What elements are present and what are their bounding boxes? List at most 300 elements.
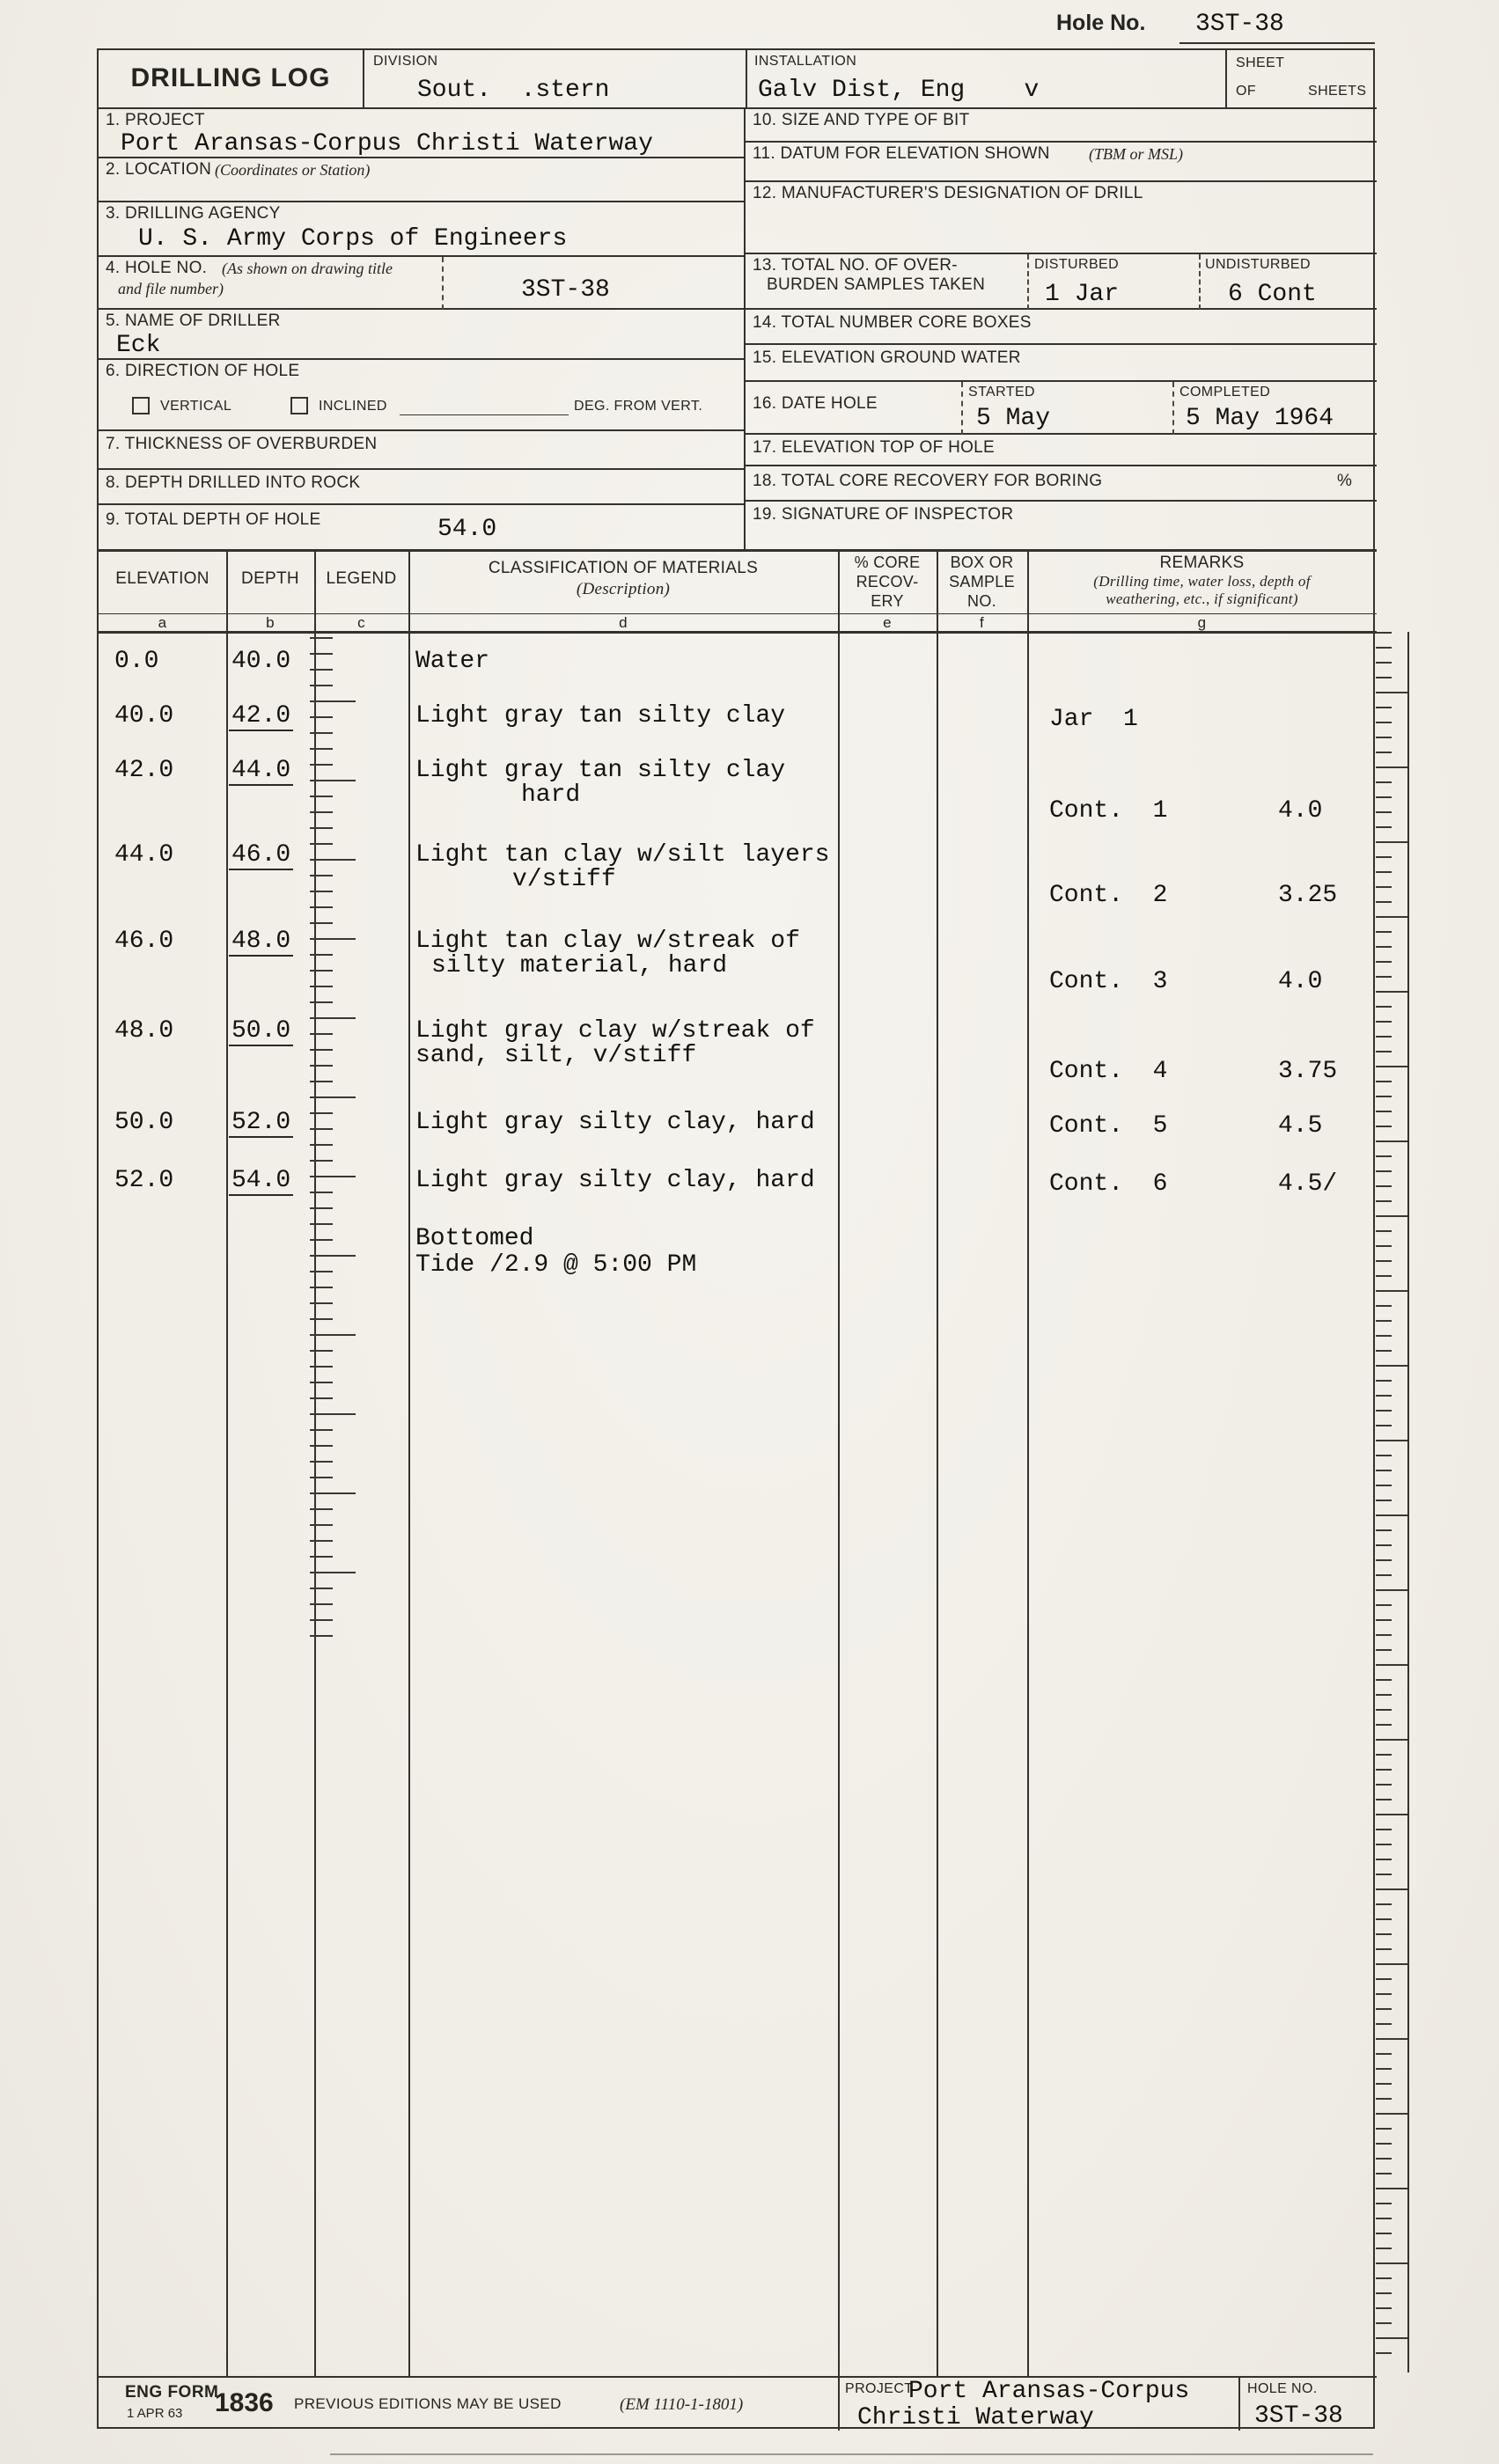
footer-project-label: PROJECT: [845, 2381, 914, 2396]
remark-sample: Cont. 5: [1049, 1112, 1168, 1140]
material-description-line2: v/stiff: [512, 866, 616, 893]
ruler-tick: [310, 1350, 333, 1352]
ruler-tick: [310, 732, 333, 734]
ruler-tick: [1376, 692, 1407, 693]
deg-from-vert-label: DEG. FROM VERT.: [574, 399, 703, 414]
field-top-of-hole-label: 17. ELEVATION TOP OF HOLE: [753, 438, 996, 457]
ruler-tick: [1376, 1799, 1392, 1800]
material-description: Light gray clay w/streak of: [415, 1017, 815, 1045]
ruler-tick: [1376, 931, 1392, 933]
ruler-tick: [1376, 662, 1392, 664]
ruler-tick: [1376, 1769, 1392, 1771]
ruler-tick: [1376, 901, 1392, 903]
ruler-tick: [1376, 976, 1392, 978]
field-date-hole-label: 16. DATE HOLE: [753, 394, 878, 413]
field-date-hole: [746, 382, 1377, 435]
ruler-tick: [310, 1429, 333, 1431]
ruler-tick: [310, 1413, 356, 1415]
footer-hole-label: HOLE NO.: [1247, 2381, 1318, 2396]
ruler-tick: [1376, 1140, 1407, 1142]
field-driller-label: 5. NAME OF DRILLER: [106, 312, 281, 330]
ruler-tick: [310, 796, 333, 797]
field-location-label: 2. LOCATION: [106, 160, 212, 179]
ruler-tick: [1376, 1814, 1407, 1815]
ruler-tick: [1376, 1619, 1392, 1621]
col-elevation-header: ELEVATION: [115, 569, 209, 588]
ruler-tick: [1376, 1305, 1392, 1307]
col-letter-f: f: [979, 614, 985, 631]
sheet-cell: [1225, 50, 1377, 109]
depth-value: 44.0: [229, 757, 293, 786]
remark-value: 4.0: [1278, 797, 1323, 825]
material-description: Light gray tan silty clay: [415, 702, 786, 730]
col-classification-sub: (Description): [576, 580, 671, 598]
ruler-tick: [310, 1287, 333, 1288]
ruler-tick: [1376, 2008, 1392, 2010]
ruler-tick: [1376, 737, 1392, 738]
field-ground-water: [746, 345, 1377, 382]
ruler-tick: [1376, 1634, 1392, 1636]
ruler-tick: [1376, 2113, 1407, 2115]
ruler-tick: [1376, 1350, 1392, 1352]
ruler-tick: [1376, 1948, 1392, 1950]
ruler-tick: [1376, 1829, 1392, 1830]
footer-hole-value: 3ST-38: [1254, 2402, 1343, 2430]
form-number: 1836: [215, 2388, 274, 2417]
ruler-tick: [310, 764, 333, 766]
ruler-tick: [1376, 991, 1407, 993]
ruler-tick: [310, 859, 356, 861]
bottomed-note: Bottomed: [415, 1225, 534, 1252]
completed-value: 5 May 1964: [1186, 405, 1334, 432]
elevation-value: 52.0: [114, 1167, 174, 1194]
col-core-header-2: RECOV-: [856, 573, 919, 590]
field-samples-label1: 13. TOTAL NO. OF OVER-: [753, 256, 958, 275]
field-datum: [746, 143, 1377, 182]
installation-label: INSTALLATION: [754, 54, 857, 69]
log-table-body: [99, 634, 1377, 2376]
remark-value: 4.0: [1278, 968, 1323, 995]
elevation-value: 42.0: [114, 757, 174, 784]
ruler-tick: [1376, 1918, 1392, 1920]
field-driller: [99, 310, 746, 360]
remark-sample: Jar 1: [1049, 706, 1138, 733]
ruler-tick: [1376, 632, 1392, 634]
samples-divider-1: [1027, 254, 1029, 310]
ruler-tick: [310, 1461, 333, 1463]
field-ground-water-label: 15. ELEVATION GROUND WATER: [753, 348, 1021, 367]
ruler-tick: [1376, 2233, 1392, 2234]
ruler-tick: [310, 1445, 333, 1447]
footer-project-cell: [838, 2376, 1238, 2431]
ruler-tick: [1376, 2307, 1392, 2309]
ruler-tick: [1376, 2173, 1392, 2174]
ruler-tick: [310, 1477, 333, 1478]
ruler-tick: [1376, 1455, 1392, 1456]
ruler-tick: [1376, 886, 1392, 888]
ruler-tick: [1376, 2158, 1392, 2160]
ruler-tick: [1376, 916, 1407, 918]
ruler-tick: [310, 1382, 333, 1383]
col-core-header-1: % CORE: [854, 554, 921, 571]
footer-form-cell: [99, 2376, 838, 2431]
previous-editions-note: PREVIOUS EDITIONS MAY BE USED: [294, 2395, 562, 2412]
field-manufacturer: [746, 182, 1377, 254]
inclined-label: INCLINED: [319, 399, 387, 414]
installation-value: Galv Dist, Eng v: [758, 77, 1040, 104]
depth-value: 52.0: [229, 1109, 293, 1138]
field-overburden: [99, 431, 746, 470]
ruler-tick: [1376, 2352, 1392, 2354]
form-title-cell: [99, 50, 363, 109]
ruler-tick: [1376, 2248, 1392, 2249]
ruler-tick: [1376, 2053, 1392, 2055]
field-samples-label2: BURDEN SAMPLES TAKEN: [767, 275, 986, 294]
material-description: Light gray silty clay, hard: [415, 1109, 815, 1136]
ruler-tick: [310, 1112, 333, 1114]
ruler-tick: [310, 1081, 333, 1082]
ruler-tick: [310, 653, 333, 655]
ruler-tick: [310, 1144, 333, 1146]
ruler-tick: [310, 1588, 333, 1589]
em-reference: (EM 1110-1-1801): [620, 2395, 744, 2414]
elevation-value: 48.0: [114, 1017, 174, 1045]
sheet-label: SHEET: [1236, 55, 1285, 70]
col-remarks-sub-2: weathering, etc., if significant): [1106, 590, 1298, 607]
ruler-tick: [1376, 1096, 1392, 1097]
material-description: Light tan clay w/silt layers: [415, 841, 830, 869]
ruler-tick: [310, 748, 333, 750]
depth-value: 48.0: [229, 928, 293, 957]
col-box-header-2: SAMPLE: [949, 573, 1015, 590]
col-legend-header: LEGEND: [326, 569, 397, 588]
remark-sample: Cont. 1: [1049, 797, 1168, 825]
ruler-tick: [1376, 2083, 1392, 2085]
ruler-tick: [1376, 1604, 1392, 1606]
field-agency-value: U. S. Army Corps of Engineers: [138, 225, 568, 253]
col-box-header-1: BOX OR: [950, 554, 1014, 571]
ruler-tick: [1376, 2203, 1392, 2204]
field-location: [99, 158, 746, 202]
ruler-tick: [310, 1176, 356, 1177]
ruler-tick: [1376, 1784, 1392, 1786]
legend-ruler: [310, 637, 363, 1661]
ruler-tick: [310, 1508, 333, 1510]
installation-cell: [746, 50, 1225, 109]
ruler-tick: [1376, 1410, 1392, 1412]
ruler-tick: [1376, 1006, 1392, 1008]
ruler-tick: [1376, 1170, 1392, 1172]
ruler-tick: [1376, 826, 1392, 828]
depth-ruler-right: [1376, 632, 1409, 2372]
ruler-tick: [1376, 1978, 1392, 1980]
ruler-tick: [1376, 1395, 1392, 1397]
field-project-label: 1. PROJECT: [106, 111, 205, 129]
ruler-tick: [1376, 2023, 1392, 2025]
ruler-tick: [1376, 2038, 1407, 2040]
table-top-line: [99, 549, 1377, 552]
ruler-tick: [310, 780, 356, 781]
ruler-tick: [310, 716, 333, 718]
ruler-tick: [310, 1255, 356, 1257]
ruler-tick: [1376, 1380, 1392, 1382]
ruler-tick: [1376, 1021, 1392, 1023]
ruler-tick: [310, 1334, 356, 1336]
remark-sample: Cont. 4: [1049, 1058, 1168, 1085]
ruler-tick: [310, 875, 333, 876]
depth-value: 42.0: [229, 702, 293, 731]
depth-value: 46.0: [229, 841, 293, 870]
field-inspector-label: 19. SIGNATURE OF INSPECTOR: [753, 505, 1014, 524]
ruler-tick: [1376, 1126, 1392, 1127]
ruler-tick: [310, 843, 333, 845]
division-cell: [363, 50, 746, 109]
ruler-tick: [1376, 1215, 1407, 1217]
ruler-tick: [1376, 1888, 1407, 1890]
col-letter-e: e: [883, 614, 892, 631]
elevation-value: 0.0: [114, 648, 159, 675]
field-driller-value: Eck: [116, 332, 161, 359]
vertical-label: VERTICAL: [160, 399, 232, 414]
ruler-tick: [310, 1603, 333, 1605]
ruler-tick: [1376, 2262, 1407, 2264]
material-description-line2: silty material, hard: [431, 952, 728, 979]
ruler-tick: [1376, 1903, 1392, 1905]
ruler-tick: [310, 1397, 333, 1399]
ruler-tick: [1376, 1036, 1392, 1038]
ruler-tick: [1376, 722, 1392, 723]
ruler-tick: [1376, 1320, 1392, 1322]
ruler-tick: [1376, 1111, 1392, 1112]
remark-value: 4.5: [1278, 1112, 1323, 1140]
ruler-tick: [1376, 1155, 1392, 1157]
ruler-tick: [310, 1524, 333, 1526]
field-hole-no-sub1: (As shown on drawing title: [222, 260, 393, 277]
division-label: DIVISION: [373, 54, 438, 69]
field-total-depth: [99, 505, 746, 549]
remark-sample: Cont. 6: [1049, 1170, 1168, 1198]
completed-label: COMPLETED: [1179, 385, 1271, 400]
inclined-blank-line: [400, 414, 569, 415]
material-description: Light gray tan silty clay: [415, 757, 786, 784]
division-value: Sout. .stern: [417, 77, 610, 104]
ruler-tick: [1376, 871, 1392, 873]
ruler-tick: [1376, 1485, 1392, 1486]
hole-no-label: Hole No.: [1056, 11, 1146, 35]
remark-value: 3.25: [1278, 882, 1338, 909]
inclined-checkbox: [290, 397, 308, 414]
col-letter-b: b: [266, 614, 275, 631]
ruler-tick: [1376, 1649, 1392, 1651]
ruler-tick: [1376, 1529, 1392, 1531]
col-letter-a: a: [158, 614, 167, 631]
field-overburden-label: 7. THICKNESS OF OVERBURDEN: [106, 435, 378, 453]
field-hole-no-value: 3ST-38: [521, 276, 610, 304]
ruler-tick: [310, 700, 356, 702]
ruler-tick: [1376, 1260, 1392, 1262]
ruler-tick: [1376, 796, 1392, 798]
remark-value: 3.75: [1278, 1058, 1338, 1085]
depth-value: 50.0: [229, 1017, 293, 1046]
field-direction: [99, 360, 746, 431]
ruler-tick: [1376, 856, 1392, 858]
ruler-tick: [310, 1572, 356, 1573]
ruler-tick: [1376, 841, 1407, 843]
ruler-tick: [1376, 1933, 1392, 1935]
ruler-tick: [1376, 1440, 1407, 1441]
ruler-tick: [1376, 766, 1407, 768]
depth-value: 54.0: [229, 1167, 293, 1196]
hole-no-header: [1056, 7, 1373, 46]
ruler-tick: [1376, 1664, 1407, 1666]
ruler-tick: [310, 685, 333, 686]
field-hole-no-divider: [442, 257, 444, 310]
ruler-tick: [1376, 1185, 1392, 1187]
ruler-tick: [1376, 1859, 1392, 1860]
field-total-depth-value: 54.0: [437, 516, 497, 543]
ruler-tick: [310, 1366, 333, 1368]
field-total-depth-label: 9. TOTAL DEPTH OF HOLE: [106, 510, 321, 529]
field-inspector: [746, 502, 1377, 549]
field-samples: [746, 254, 1377, 310]
ruler-tick: [310, 1017, 356, 1019]
ruler-tick: [310, 669, 333, 671]
ruler-tick: [1376, 1290, 1407, 1292]
ruler-tick: [1376, 1694, 1392, 1696]
ruler-tick: [1376, 2322, 1392, 2324]
ruler-tick: [310, 1223, 333, 1225]
ruler-tick: [310, 938, 356, 940]
col-depth-header: DEPTH: [241, 569, 299, 588]
material-description: Light tan clay w/streak of: [415, 928, 800, 955]
ruler-tick: [310, 637, 333, 639]
percent-sign: %: [1337, 472, 1353, 490]
ruler-tick: [1376, 946, 1392, 948]
field-agency-label: 3. DRILLING AGENCY: [106, 204, 281, 223]
date-divider-1: [961, 382, 963, 435]
col-remarks-header: REMARKS: [1159, 554, 1245, 572]
ruler-tick: [1376, 1679, 1392, 1681]
ruler-tick: [310, 1302, 333, 1304]
ruler-tick: [1376, 1200, 1392, 1202]
ruler-tick: [1376, 1470, 1392, 1471]
col-letter-c: c: [357, 614, 365, 631]
field-hole-no-sub2: and file number): [118, 280, 224, 297]
ruler-tick: [1376, 2277, 1392, 2279]
col-letter-d: d: [619, 614, 628, 631]
hole-no-value: 3ST-38: [1195, 11, 1284, 38]
field-top-of-hole: [746, 435, 1377, 466]
ruler-tick: [310, 986, 333, 987]
footer-hole-cell: [1238, 2376, 1377, 2431]
elevation-value: 46.0: [114, 928, 174, 955]
started-label: STARTED: [968, 385, 1035, 400]
scan-artifact-line: [330, 2453, 1373, 2455]
ruler-tick: [1376, 1754, 1392, 1756]
remark-sample: Cont. 3: [1049, 968, 1168, 995]
field-core-boxes: [746, 310, 1377, 345]
ruler-tick: [1376, 677, 1392, 678]
material-description: Water: [415, 648, 490, 675]
ruler-tick: [310, 891, 333, 892]
ruler-tick: [310, 1049, 333, 1051]
ruler-tick: [310, 1556, 333, 1558]
samples-divider-2: [1199, 254, 1201, 310]
ruler-tick: [1376, 1081, 1392, 1082]
ruler-tick: [310, 1033, 333, 1035]
ruler-tick: [1376, 647, 1392, 649]
ruler-tick: [1376, 2218, 1392, 2219]
elevation-value: 50.0: [114, 1109, 174, 1136]
ruler-tick: [1376, 752, 1392, 753]
ruler-tick: [1376, 2098, 1392, 2100]
tide-note: Tide /2.9 @ 5:00 PM: [415, 1251, 697, 1279]
field-direction-label: 6. DIRECTION OF HOLE: [106, 362, 300, 380]
ruler-tick: [1376, 961, 1392, 963]
field-core-recovery-label: 18. TOTAL CORE RECOVERY FOR BORING: [753, 472, 1103, 490]
field-project: [99, 109, 746, 158]
ruler-tick: [1376, 1559, 1392, 1561]
field-manufacturer-label: 12. MANUFACTURER'S DESIGNATION OF DRILL: [753, 184, 1143, 202]
ruler-tick: [310, 922, 333, 924]
field-bit: [746, 109, 1377, 143]
field-bit-label: 10. SIZE AND TYPE OF BIT: [753, 111, 970, 129]
ruler-tick: [1376, 1365, 1407, 1367]
ruler-tick: [310, 906, 333, 908]
ruler-tick: [310, 811, 333, 813]
ruler-tick: [1376, 1275, 1392, 1277]
remark-value: 4.5/: [1278, 1170, 1338, 1198]
ruler-tick: [1376, 1514, 1407, 1516]
form-date: 1 APR 63: [127, 2406, 183, 2421]
ruler-tick: [1376, 811, 1392, 813]
ruler-tick: [1376, 1066, 1407, 1067]
field-core-boxes-label: 14. TOTAL NUMBER CORE BOXES: [753, 313, 1032, 332]
field-hole-no-label: 4. HOLE NO.: [106, 259, 208, 277]
ruler-tick: [1376, 2188, 1407, 2189]
ruler-tick: [1376, 1739, 1407, 1741]
footer-project-value-line2: Christi Waterway: [857, 2404, 1094, 2431]
ruler-tick: [310, 954, 333, 956]
disturbed-value: 1 Jar: [1045, 281, 1120, 308]
ruler-tick: [1376, 1335, 1392, 1337]
ruler-tick: [1376, 1589, 1407, 1591]
field-hole-no: [99, 257, 746, 310]
field-location-sub: (Coordinates or Station): [215, 161, 371, 179]
depth-value: 40.0: [231, 648, 291, 675]
ruler-tick: [310, 1540, 333, 1542]
ruler-tick: [310, 1001, 333, 1003]
footer-project-value-line1: Port Aransas-Corpus: [908, 2378, 1190, 2405]
ruler-tick: [1376, 1724, 1392, 1726]
material-description: Light gray silty clay, hard: [415, 1167, 815, 1194]
field-agency: [99, 202, 746, 257]
ruler-tick: [1376, 1963, 1407, 1965]
ruler-tick: [1376, 2128, 1392, 2130]
ruler-tick: [1376, 2143, 1392, 2145]
field-rock-depth: [99, 470, 746, 505]
col-classification-header: CLASSIFICATION OF MATERIALS: [488, 559, 759, 577]
ruler-tick: [1376, 1051, 1392, 1052]
ruler-tick: [310, 1239, 333, 1241]
material-description-line2: sand, silt, v/stiff: [415, 1042, 697, 1069]
ruler-tick: [310, 1065, 333, 1067]
col-core-header-3: ERY: [871, 592, 904, 610]
col-box-header-3: NO.: [967, 592, 996, 610]
field-datum-sub: (TBM or MSL): [1089, 145, 1183, 163]
material-description-line2: hard: [521, 781, 581, 809]
col-remarks-sub-1: (Drilling time, water loss, depth of: [1093, 573, 1311, 590]
